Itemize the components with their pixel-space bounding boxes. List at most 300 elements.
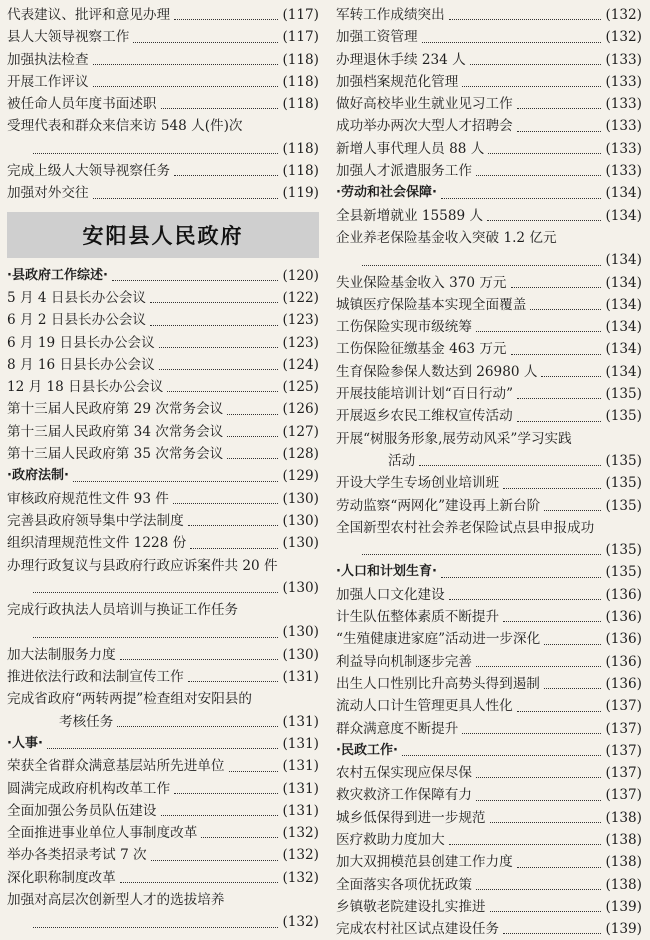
toc-entry-title: 审核政府规范性文件 93 件	[7, 490, 169, 507]
toc-entry[interactable]	[336, 762, 642, 784]
section-heading-title: ·人口和计划生育·	[336, 564, 437, 580]
toc-entry-title: 举办各类招录考试 7 次	[7, 847, 147, 864]
leader-dots	[188, 525, 279, 526]
toc-entry-title: 完成上级人大领导视察任务	[7, 163, 171, 180]
toc-entry-title: 加强对外交往	[7, 185, 89, 202]
toc-page-number: (126)	[282, 401, 319, 418]
toc-entry-continuation[interactable]	[7, 577, 319, 599]
toc-entry[interactable]	[336, 338, 642, 360]
toc-entry[interactable]	[336, 138, 642, 160]
toc-page-number: (138)	[605, 854, 642, 871]
toc-page-number: (133)	[605, 73, 642, 90]
toc-entry-title: 加强工资管理	[336, 29, 418, 46]
toc-entry[interactable]	[7, 844, 319, 866]
toc-page-number: (137)	[605, 765, 642, 782]
toc-page-number: (136)	[605, 653, 642, 670]
toc-entry[interactable]	[336, 49, 642, 71]
toc-page-number: (122)	[282, 289, 319, 306]
toc-page-number: (118)	[282, 140, 319, 157]
toc-entry[interactable]	[7, 688, 319, 710]
toc-entry-title: 开展返乡农民工维权宣传活动	[336, 408, 513, 425]
leader-dots	[190, 548, 278, 549]
leader-dots	[161, 815, 279, 816]
toc-entry-title: 群众满意度不断提升	[336, 720, 459, 737]
toc-page-number: (127)	[282, 423, 319, 440]
toc-entry[interactable]	[336, 71, 642, 93]
leader-dots	[33, 637, 278, 638]
toc-entry[interactable]	[336, 405, 642, 427]
toc-page-number: (120)	[282, 267, 319, 284]
toc-page-number: (135)	[605, 475, 642, 492]
section-heading-title: ·县政府工作综述·	[7, 267, 108, 283]
leader-dots	[517, 421, 602, 422]
toc-page-number: (134)	[605, 296, 642, 313]
section-heading-title: ·民政工作·	[336, 742, 398, 758]
toc-entry[interactable]	[7, 93, 319, 115]
toc-page-number: (133)	[605, 51, 642, 68]
leader-dots	[503, 488, 601, 489]
toc-entry-title: 推进依法行政和法制宣传工作	[7, 669, 184, 686]
toc-entry-title: 失业保险基金收入 370 万元	[336, 274, 507, 291]
toc-page-number: (139)	[605, 921, 642, 938]
toc-page-number: (138)	[605, 809, 642, 826]
toc-entry[interactable]	[7, 332, 319, 354]
leader-dots	[227, 414, 278, 415]
toc-entry-continuation[interactable]	[336, 249, 642, 271]
leader-dots	[544, 688, 602, 689]
toc-entry[interactable]	[7, 309, 319, 331]
toc-entry-title: 办理行政复议与县政府行政应诉案件共 20 件	[7, 557, 278, 574]
toc-entry[interactable]	[336, 673, 642, 695]
toc-page-number: (130)	[282, 579, 319, 596]
toc-page-number: (134)	[605, 274, 642, 291]
toc-entry-title: 受理代表和群众来信来访 548 人(件)次	[7, 118, 243, 135]
toc-entry[interactable]	[336, 651, 642, 673]
leader-dots	[93, 198, 279, 199]
toc-entry-continuation[interactable]	[7, 138, 319, 160]
toc-entry[interactable]	[336, 316, 642, 338]
toc-entry-title: 流动人口计生管理更具人性化	[336, 698, 513, 715]
toc-entry-title: 办理退休手续 234 人	[336, 51, 466, 68]
leader-dots	[544, 644, 601, 645]
toc-entry[interactable]	[7, 376, 319, 398]
toc-page-number: (118)	[282, 73, 319, 90]
toc-entry-title: 完成行政执法人员培训与换证工作任务	[7, 602, 239, 619]
toc-entry[interactable]	[336, 807, 642, 829]
toc-entry-continuation[interactable]	[7, 911, 319, 933]
toc-page-number: (130)	[282, 535, 319, 552]
toc-page-number: (132)	[605, 29, 642, 46]
toc-entry[interactable]	[336, 361, 642, 383]
toc-entry-title: 深化职称制度改革	[7, 869, 116, 886]
toc-entry-title: “生殖健康进家庭”活动进一步深化	[336, 631, 541, 648]
toc-entry-title: 救灾救济工作保障有力	[336, 787, 472, 804]
toc-page-number: (131)	[282, 735, 319, 752]
toc-entry-continuation[interactable]	[7, 711, 319, 733]
toc-entry[interactable]	[336, 918, 642, 940]
leader-dots	[33, 927, 278, 928]
leader-dots	[33, 592, 278, 593]
section-heading[interactable]	[336, 740, 642, 762]
toc-entry-title: 计生队伍整体素质不断提升	[336, 609, 500, 626]
toc-entry[interactable]	[7, 800, 319, 822]
government-section-banner: 安阳县人民政府	[7, 212, 319, 258]
toc-entry[interactable]	[7, 160, 319, 182]
toc-entry[interactable]	[7, 555, 319, 577]
toc-entry-title: 荣获全省群众满意基层站所先进单位	[7, 758, 225, 775]
toc-entry[interactable]	[336, 4, 642, 26]
toc-entry[interactable]	[336, 718, 642, 740]
toc-entry[interactable]	[7, 510, 319, 532]
leader-dots	[120, 659, 279, 660]
toc-page-number: (131)	[282, 713, 319, 730]
toc-left-column	[7, 4, 319, 934]
toc-page-number: (133)	[605, 163, 642, 180]
toc-entry[interactable]	[7, 599, 319, 621]
toc-page-number: (132)	[282, 914, 319, 931]
toc-page-number: (119)	[282, 185, 319, 202]
toc-entry[interactable]	[7, 182, 319, 204]
toc-entry[interactable]	[336, 115, 642, 137]
leader-dots	[441, 198, 602, 199]
toc-page-number: (134)	[605, 319, 642, 336]
leader-dots	[33, 153, 278, 154]
toc-page-number: (118)	[282, 96, 319, 113]
toc-entry-title: 加强人才派遣服务工作	[336, 163, 472, 180]
leader-dots	[362, 554, 601, 555]
toc-entry-title: 军转工作成绩突出	[336, 7, 445, 23]
toc-entry-title: 工伤保险征缴基金 463 万元	[336, 341, 507, 358]
toc-page-number: (134)	[605, 363, 642, 380]
leader-dots	[133, 42, 278, 43]
toc-entry[interactable]	[7, 666, 319, 688]
toc-page-number: (135)	[605, 386, 642, 403]
toc-entry[interactable]	[7, 354, 319, 376]
toc-entry[interactable]	[336, 584, 642, 606]
toc-page-number: (131)	[282, 758, 319, 775]
leader-dots	[161, 108, 279, 109]
toc-page-number: (130)	[282, 512, 319, 529]
toc-page-number: (129)	[282, 468, 319, 485]
toc-entry[interactable]	[7, 115, 319, 137]
toc-entry[interactable]	[7, 822, 319, 844]
leader-dots	[150, 325, 278, 326]
toc-page-number: (133)	[605, 140, 642, 157]
toc-entry-title: 第十三届人民政府第 35 次常务会议	[7, 446, 224, 463]
toc-entry-title: 组织清理规范性文件 1228 份	[7, 535, 187, 552]
leader-dots	[174, 793, 278, 794]
toc-entry-title: 做好高校毕业生就业见习工作	[336, 96, 513, 113]
toc-entry[interactable]	[336, 606, 642, 628]
toc-page-number: (135)	[605, 564, 642, 581]
leader-dots	[517, 711, 602, 712]
toc-entry-title-cont: 活动	[388, 452, 416, 469]
toc-page-number: (137)	[605, 720, 642, 737]
section-heading[interactable]	[336, 561, 642, 583]
toc-entry-title: 全国新型农村社会养老保险试点县申报成功	[336, 519, 595, 536]
leader-dots	[174, 175, 278, 176]
leader-dots	[487, 220, 601, 221]
toc-page-number: (130)	[282, 646, 319, 663]
leader-dots	[159, 347, 279, 348]
leader-dots	[517, 108, 602, 109]
leader-dots	[476, 331, 602, 332]
leader-dots	[462, 733, 601, 734]
toc-entry[interactable]	[336, 428, 642, 450]
toc-entry[interactable]	[7, 488, 319, 510]
leader-dots	[462, 86, 601, 87]
toc-entry-title: 8 月 16 日县长办公会议	[7, 356, 155, 373]
toc-right-column	[336, 4, 642, 940]
toc-entry[interactable]	[336, 628, 642, 650]
leader-dots	[503, 621, 601, 622]
leader-dots	[93, 86, 279, 87]
toc-entry-title: 新增人事代理人员 88 人	[336, 140, 485, 157]
toc-page-number: (123)	[282, 312, 319, 329]
toc-entry[interactable]	[7, 778, 319, 800]
toc-page-number: (134)	[605, 252, 642, 269]
toc-page-number: (125)	[282, 379, 319, 396]
toc-entry[interactable]	[7, 867, 319, 889]
toc-entry-title: 加大法制服务力度	[7, 646, 116, 663]
section-heading[interactable]	[7, 733, 319, 755]
toc-page-number: (136)	[605, 631, 642, 648]
toc-page-number: (134)	[605, 185, 642, 202]
toc-entry-title: 完成省政府“两转两提”检查组对安阳县的	[7, 691, 252, 708]
toc-entry-title: 全县新增就业 15589 人	[336, 207, 484, 224]
toc-entry[interactable]	[336, 227, 642, 249]
leader-dots	[227, 436, 278, 437]
toc-page-number: (132)	[282, 847, 319, 864]
leader-dots	[419, 465, 601, 466]
section-heading-title: ·人事·	[7, 735, 43, 751]
toc-entry-title: 县人大领导视察工作	[7, 29, 130, 46]
toc-entry-title: 乡镇敬老院建设扎实推进	[336, 898, 486, 915]
leader-dots	[174, 19, 278, 20]
toc-entry[interactable]	[7, 398, 319, 420]
leader-dots	[511, 354, 602, 355]
toc-entry[interactable]	[336, 695, 642, 717]
toc-entry[interactable]	[7, 49, 319, 71]
leader-dots	[117, 726, 278, 727]
toc-entry-title: 劳动监察“两网化”建设再上新台阶	[336, 497, 541, 514]
leader-dots	[188, 681, 279, 682]
toc-page-number: (136)	[605, 586, 642, 603]
toc-entry-continuation[interactable]	[336, 450, 642, 472]
toc-page-number: (136)	[605, 609, 642, 626]
toc-entry[interactable]	[336, 160, 642, 182]
toc-entry-title: 开展技能培训计划“百日行动”	[336, 386, 514, 403]
leader-dots	[159, 369, 279, 370]
leader-dots	[511, 287, 602, 288]
toc-entry-title: 开展工作评议	[7, 73, 89, 90]
leader-dots	[544, 510, 601, 511]
leader-dots	[47, 748, 279, 749]
toc-page-number: (131)	[282, 780, 319, 797]
toc-entry-title: 圆满完成政府机构改革工作	[7, 780, 171, 797]
leader-dots	[490, 822, 602, 823]
leader-dots	[476, 777, 602, 778]
leader-dots	[422, 42, 602, 43]
toc-entry[interactable]	[336, 93, 642, 115]
toc-entry-title: 代表建议、批评和意见办理	[7, 7, 171, 23]
toc-entry-title: 开展“树服务形象,展劳动风采”学习实践	[336, 430, 572, 447]
toc-page-number: (137)	[605, 698, 642, 715]
toc-entry[interactable]	[336, 874, 642, 896]
toc-entry-continuation[interactable]	[7, 621, 319, 643]
section-heading[interactable]	[7, 465, 319, 487]
leader-dots	[503, 933, 601, 934]
toc-page-number: (137)	[605, 787, 642, 804]
section-heading-title: ·劳动和社会保障·	[336, 185, 437, 201]
toc-entry-title: 全面落实各项优抚政策	[336, 876, 472, 893]
toc-entry-title-cont: 考核任务	[59, 713, 114, 730]
toc-entry[interactable]	[7, 4, 319, 26]
toc-entry[interactable]	[7, 26, 319, 48]
toc-page-number: (117)	[282, 7, 319, 23]
leader-dots	[112, 280, 279, 281]
toc-page-number: (135)	[605, 497, 642, 514]
toc-page-number: (118)	[282, 51, 319, 68]
toc-entry-title: 加强执法检查	[7, 51, 89, 68]
leader-dots	[229, 771, 279, 772]
toc-entry-title: 成功举办两次大型人才招聘会	[336, 118, 513, 135]
toc-entry-title: 城镇医疗保险基本实现全面覆盖	[336, 296, 527, 313]
leader-dots	[470, 64, 602, 65]
leader-dots	[541, 376, 601, 377]
toc-entry-title: 加强对高层次创新型人才的选拔培养	[7, 891, 225, 908]
toc-page-number: (139)	[605, 898, 642, 915]
leader-dots	[476, 666, 602, 667]
leader-dots	[73, 481, 279, 482]
toc-page-number: (131)	[282, 802, 319, 819]
toc-entry-title: 加强档案规范化管理	[336, 73, 459, 90]
leader-dots	[476, 175, 602, 176]
toc-page-number: (138)	[605, 876, 642, 893]
toc-entry[interactable]	[7, 71, 319, 93]
toc-entry[interactable]	[336, 851, 642, 873]
toc-entry[interactable]	[7, 532, 319, 554]
toc-entry-title: 出生人口性别比升高势头得到遏制	[336, 675, 540, 692]
leader-dots	[490, 911, 602, 912]
toc-entry-title: 6 月 19 日县长办公会议	[7, 334, 155, 351]
toc-entry-title: 生育保险参保人数达到 26980 人	[336, 363, 538, 380]
toc-entry[interactable]	[7, 889, 319, 911]
toc-entry[interactable]	[336, 205, 642, 227]
toc-entry[interactable]	[336, 829, 642, 851]
toc-entry[interactable]	[336, 896, 642, 918]
toc-page-number: (135)	[605, 408, 642, 425]
leader-dots	[476, 889, 602, 890]
toc-page-number: (135)	[605, 542, 642, 559]
toc-entry[interactable]	[7, 287, 319, 309]
toc-entry-title: 第十三届人民政府第 29 次常务会议	[7, 401, 224, 418]
toc-page-number: (134)	[605, 341, 642, 358]
leader-dots	[173, 503, 279, 504]
toc-entry-title: 完善县政府领导集中学法制度	[7, 512, 184, 529]
toc-page-number: (137)	[605, 742, 642, 759]
leader-dots	[151, 860, 279, 861]
leader-dots	[517, 398, 601, 399]
toc-entry[interactable]	[7, 443, 319, 465]
toc-entry-title: 利益导向机制逐步完善	[336, 653, 472, 670]
leader-dots	[93, 64, 279, 65]
toc-page-number: (132)	[282, 825, 319, 842]
leader-dots	[449, 19, 602, 20]
toc-page-number: (128)	[282, 446, 319, 463]
leader-dots	[201, 837, 278, 838]
toc-entry-title: 全面加强公务员队伍建设	[7, 802, 157, 819]
leader-dots	[530, 309, 601, 310]
leader-dots	[517, 131, 602, 132]
toc-entry-title: 农村五保实现应保尽保	[336, 765, 472, 782]
leader-dots	[227, 458, 278, 459]
toc-entry[interactable]	[336, 272, 642, 294]
toc-entry-title: 6 月 2 日县长办公会议	[7, 312, 147, 329]
toc-entry[interactable]	[336, 517, 642, 539]
toc-page-number: (117)	[282, 29, 319, 46]
toc-entry-title: 全面推进事业单位人事制度改革	[7, 825, 198, 842]
toc-page-number: (133)	[605, 118, 642, 135]
toc-entry[interactable]	[336, 784, 642, 806]
toc-page-number: (123)	[282, 334, 319, 351]
toc-entry-title: 工伤保险实现市级统筹	[336, 319, 472, 336]
toc-entry[interactable]	[7, 421, 319, 443]
leader-dots	[488, 153, 601, 154]
toc-entry-continuation[interactable]	[336, 539, 642, 561]
toc-entry-title: 加强人口文化建设	[336, 586, 445, 603]
toc-page-number: (118)	[282, 163, 319, 180]
leader-dots	[402, 755, 602, 756]
toc-page-number: (124)	[282, 356, 319, 373]
toc-entry-title: 第十三届人民政府第 34 次常务会议	[7, 423, 224, 440]
toc-entry-title: 5 月 4 日县长办公会议	[7, 289, 147, 306]
toc-entry[interactable]	[7, 644, 319, 666]
section-heading[interactable]	[336, 182, 642, 204]
leader-dots	[517, 867, 602, 868]
section-heading[interactable]	[7, 265, 319, 287]
toc-entry-title: 12 月 18 日县长办公会议	[7, 379, 164, 396]
toc-entry-title: 医疗救助力度加大	[336, 831, 445, 848]
leader-dots	[362, 265, 601, 266]
leader-dots	[476, 800, 602, 801]
toc-entry-title: 企业养老保险基金收入突破 1.2 亿元	[336, 229, 557, 246]
toc-entry-title: 完成农村社区试点建设任务	[336, 921, 500, 938]
toc-entry-title: 加大双拥模范县创建工作力度	[336, 854, 513, 871]
leader-dots	[167, 391, 278, 392]
leader-dots	[441, 577, 602, 578]
toc-entry[interactable]	[336, 26, 642, 48]
toc-page-number: (130)	[282, 624, 319, 641]
toc-entry[interactable]	[336, 495, 642, 517]
toc-page-number: (138)	[605, 831, 642, 848]
toc-entry[interactable]	[336, 294, 642, 316]
leader-dots	[449, 844, 602, 845]
leader-dots	[150, 302, 278, 303]
toc-page-number: (136)	[605, 675, 642, 692]
toc-entry-title: 开设大学生专场创业培训班	[336, 475, 500, 492]
toc-entry[interactable]	[336, 383, 642, 405]
leader-dots	[449, 599, 602, 600]
leader-dots	[120, 882, 279, 883]
section-heading-title: ·政府法制·	[7, 468, 69, 484]
toc-page-number: (132)	[605, 7, 642, 23]
toc-entry-title: 被任命人员年度书面述职	[7, 96, 157, 113]
toc-page-number: (135)	[605, 452, 642, 469]
toc-page-number: (130)	[282, 490, 319, 507]
toc-entry[interactable]	[336, 472, 642, 494]
toc-entry[interactable]	[7, 755, 319, 777]
